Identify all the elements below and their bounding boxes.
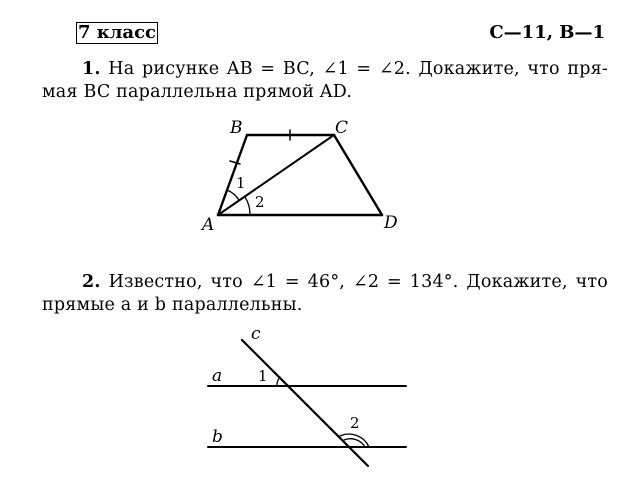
angle-1-label-fig2: 1 <box>258 367 268 385</box>
problem-2-line-1-text: Известно, что ∠1 = 46°, ∠2 = 134°. Докажите, что <box>108 272 608 292</box>
point-d-label: D <box>384 213 398 233</box>
angle-2-label-fig2: 2 <box>350 414 360 432</box>
figure-1-trapezoid <box>218 130 382 215</box>
angle-1-label: 1 <box>236 174 246 192</box>
point-b-label: B <box>230 118 243 138</box>
figure-2-parallel-lines <box>208 340 406 466</box>
angle-2-arc <box>245 197 250 215</box>
grade-label: 7 класс <box>77 22 157 43</box>
point-a-label: A <box>202 215 215 235</box>
problem-2-line-2: прямые a и b параллельны. <box>42 295 303 315</box>
problem-1-line-1-text: На рисунке AB = BC, ∠1 = ∠2. Докажите, что пря- <box>108 59 608 79</box>
problem-2-number: 2. <box>82 272 101 292</box>
angle-2-label: 2 <box>255 193 265 211</box>
line-c-label: c <box>251 324 261 344</box>
line-a-label: a <box>212 366 223 386</box>
segment-cd <box>334 135 382 215</box>
problem-1-number: 1. <box>82 59 101 79</box>
problem-1-line-2: мая BC параллельна прямой AD. <box>42 82 353 102</box>
variant-label: С—11, В—1 <box>489 22 605 43</box>
angle-1-arc-fig2 <box>277 377 280 386</box>
line-b-label: b <box>212 427 223 447</box>
point-c-label: C <box>335 118 349 138</box>
